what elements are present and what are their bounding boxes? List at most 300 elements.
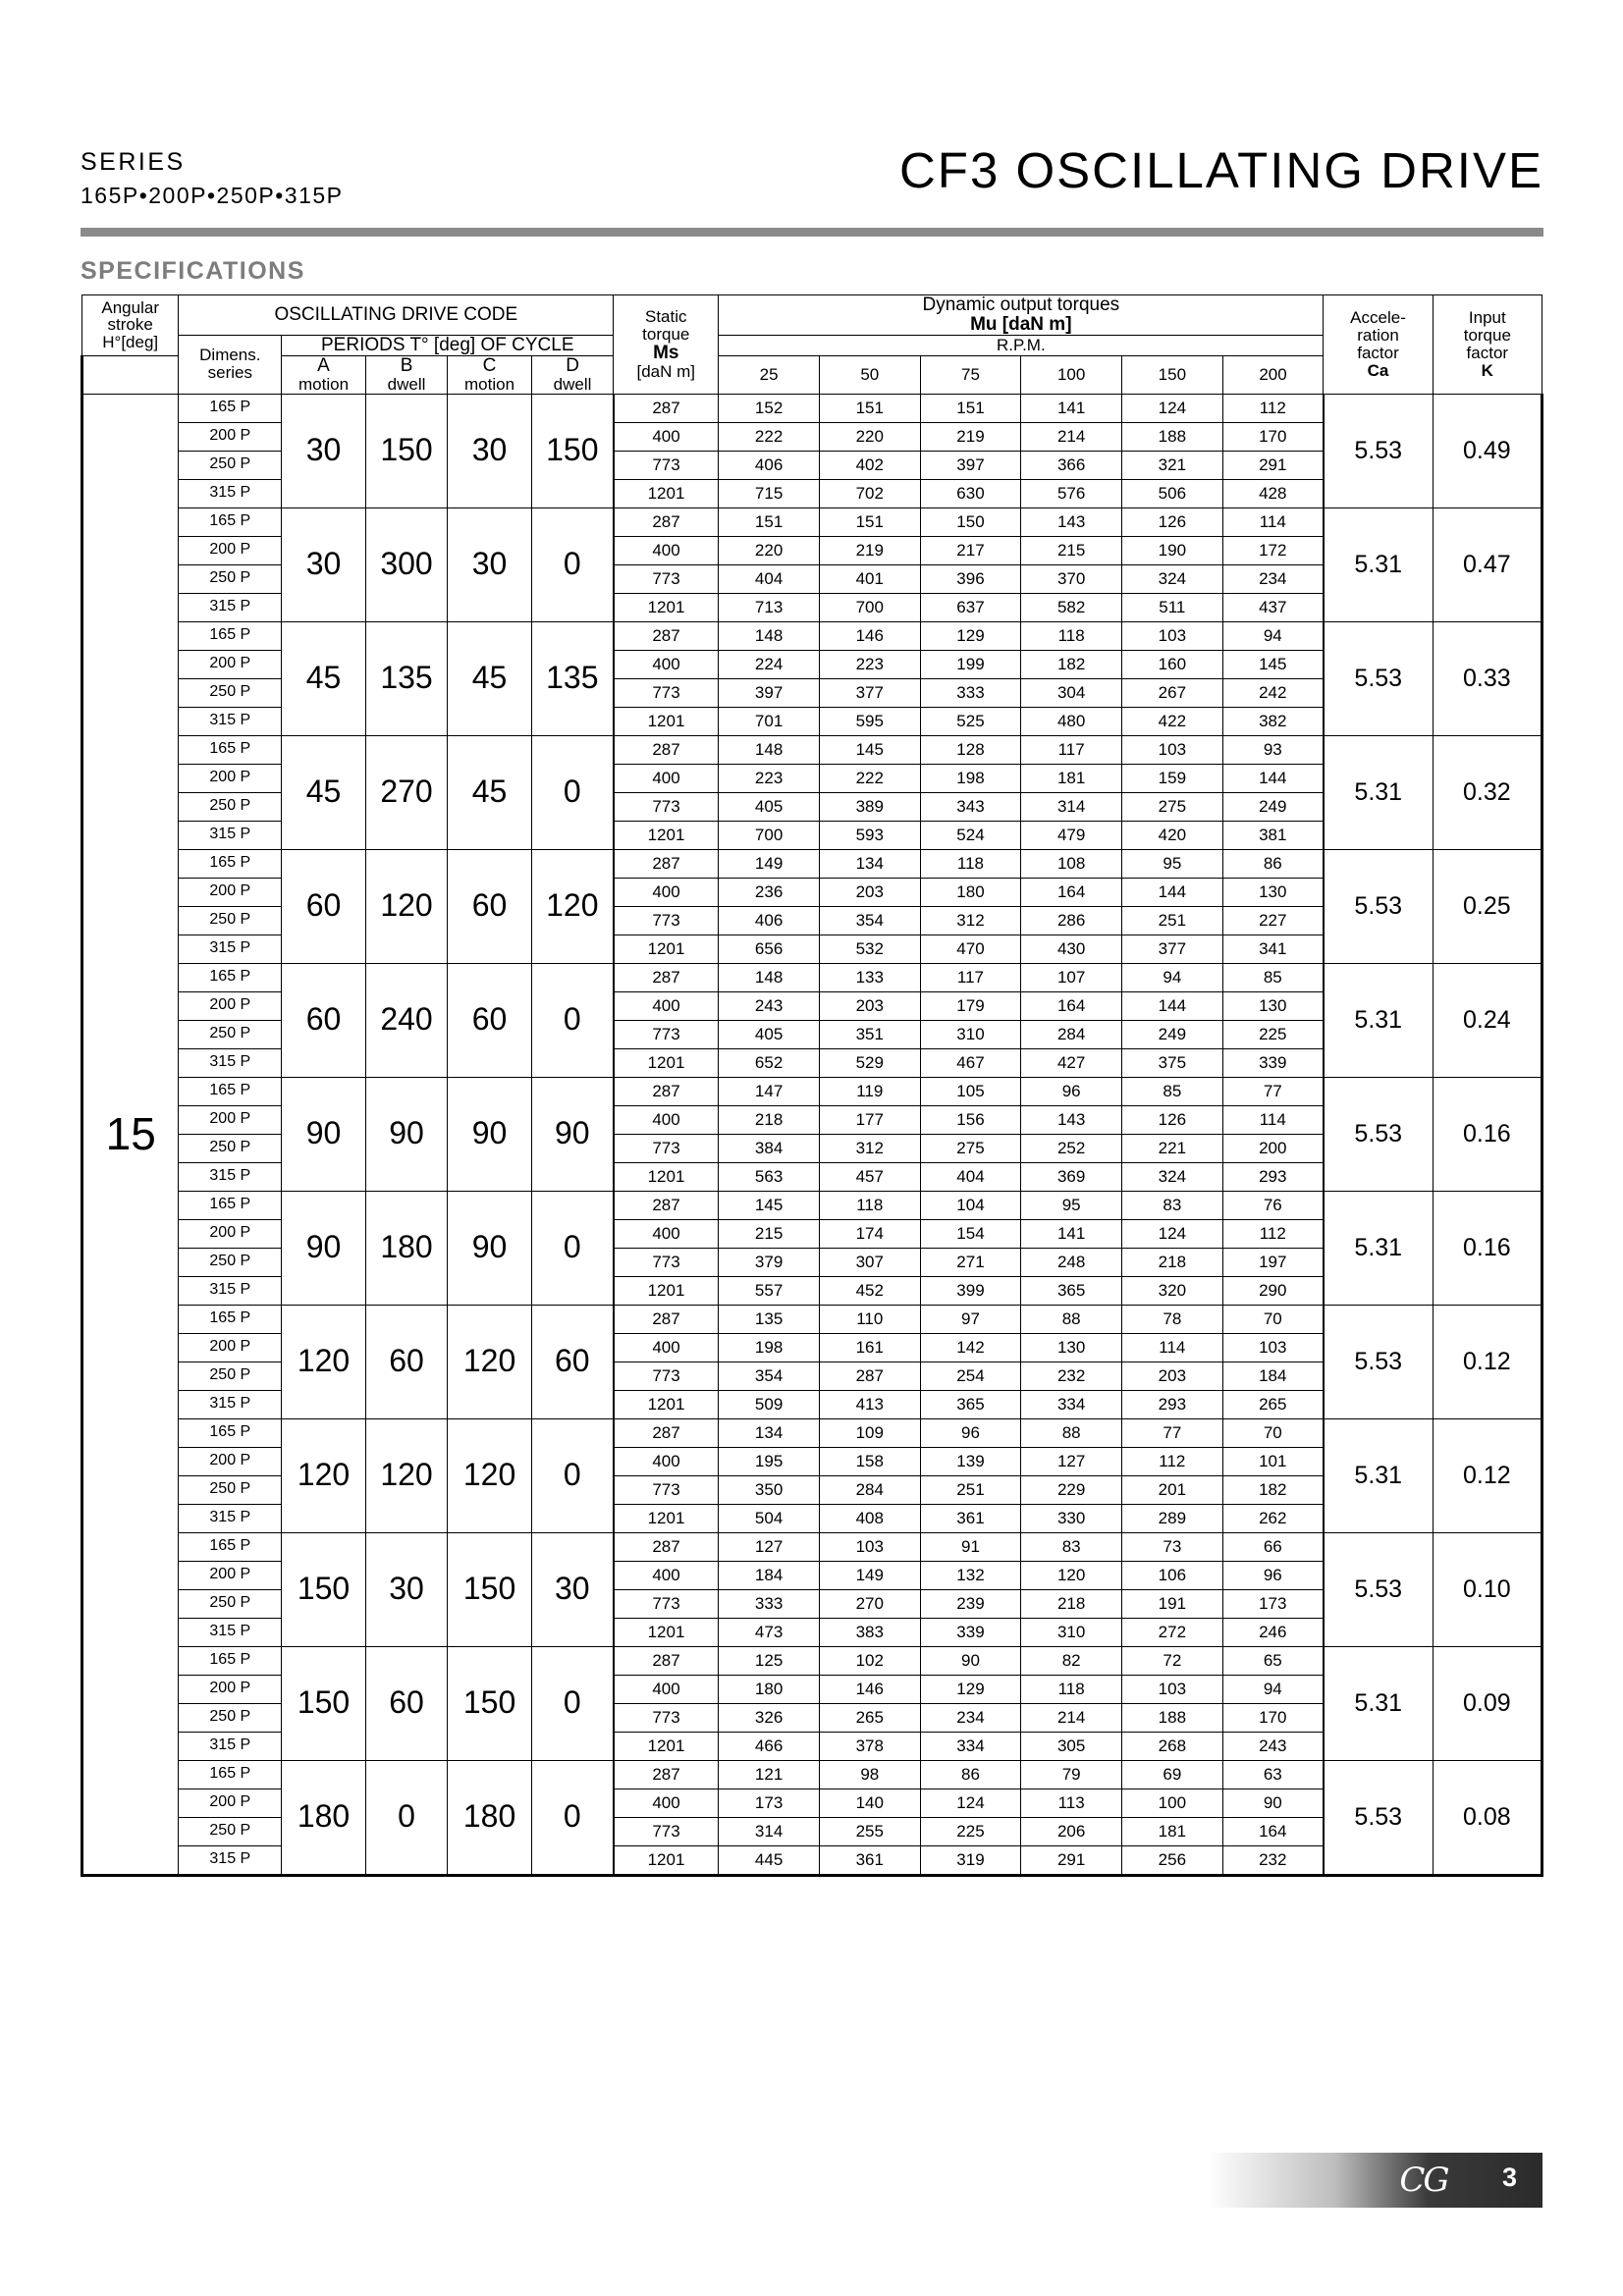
dynamic-torque-value: 120	[1021, 1561, 1122, 1589]
dynamic-torque-value: 114	[1122, 1333, 1223, 1362]
dynamic-torque-value: 239	[920, 1589, 1021, 1618]
dynamic-torque-value: 333	[719, 1589, 820, 1618]
series-label: 250 P	[179, 1589, 282, 1618]
dynamic-torque-value: 90	[920, 1646, 1021, 1675]
period-c-value: 45	[448, 735, 532, 849]
dynamic-torque-value: 127	[719, 1532, 820, 1561]
series-label: 165 P	[179, 1305, 282, 1333]
series-label: 165 P	[179, 849, 282, 878]
dynamic-torque-value: 77	[1122, 1418, 1223, 1447]
dynamic-torque-value: 130	[1222, 991, 1324, 1020]
dynamic-torque-value: 94	[1222, 621, 1324, 650]
header-input-line3: factor	[1466, 343, 1509, 362]
table-row	[82, 1305, 1542, 1333]
dynamic-torque-value: 151	[920, 394, 1021, 422]
period-a-value: 90	[282, 1191, 366, 1305]
header-input-torque-factor	[1433, 295, 1542, 395]
dynamic-torque-value: 227	[1222, 906, 1324, 934]
dynamic-torque-value: 135	[719, 1305, 820, 1333]
dynamic-torque-value: 148	[719, 963, 820, 991]
dynamic-torque-value: 201	[1122, 1475, 1223, 1504]
period-b-value: 0	[365, 1760, 447, 1875]
dynamic-torque-value: 293	[1222, 1162, 1324, 1191]
series-label: 165 P	[179, 1646, 282, 1675]
dynamic-torque-value: 457	[819, 1162, 920, 1191]
static-torque-value: 287	[614, 507, 719, 536]
dynamic-torque-value: 110	[819, 1305, 920, 1333]
dynamic-torque-value: 206	[1021, 1817, 1122, 1845]
period-a-value: 60	[282, 849, 366, 963]
input-torque-factor-value: 0.08	[1433, 1760, 1542, 1875]
dynamic-torque-value: 701	[719, 707, 820, 735]
series-label: 250 P	[179, 1817, 282, 1845]
header-accel-line4: Ca	[1367, 360, 1389, 380]
input-torque-factor-value: 0.32	[1433, 735, 1542, 849]
dynamic-torque-value: 126	[1122, 507, 1223, 536]
dynamic-torque-value: 199	[920, 650, 1021, 678]
series-label: 315 P	[179, 934, 282, 963]
dynamic-torque-value: 73	[1122, 1532, 1223, 1561]
static-torque-value: 1201	[614, 821, 719, 849]
dynamic-torque-value: 713	[719, 593, 820, 621]
dynamic-torque-value: 127	[1021, 1447, 1122, 1475]
period-d-value: 0	[531, 735, 613, 849]
table-row	[82, 849, 1542, 878]
dynamic-torque-value: 118	[920, 849, 1021, 878]
dynamic-torque-value: 144	[1122, 991, 1223, 1020]
table-head	[82, 295, 1542, 395]
period-a-value: 60	[282, 963, 366, 1077]
dynamic-torque-value: 146	[819, 1675, 920, 1703]
dynamic-torque-value: 182	[1021, 650, 1122, 678]
dynamic-torque-value: 320	[1122, 1276, 1223, 1305]
dynamic-torque-value: 112	[1222, 394, 1324, 422]
dynamic-torque-value: 270	[819, 1589, 920, 1618]
dynamic-torque-value: 324	[1122, 1162, 1223, 1191]
dynamic-torque-value: 72	[1122, 1646, 1223, 1675]
header-angular-line2: stroke	[107, 315, 153, 335]
dynamic-torque-value: 265	[819, 1703, 920, 1732]
dynamic-torque-value: 142	[920, 1333, 1021, 1362]
dynamic-torque-value: 129	[920, 1675, 1021, 1703]
acceleration-factor-value: 5.53	[1324, 1532, 1433, 1646]
dynamic-torque-value: 405	[719, 792, 820, 821]
static-torque-value: 400	[614, 991, 719, 1020]
dynamic-torque-value: 101	[1222, 1447, 1324, 1475]
dynamic-torque-value: 125	[719, 1646, 820, 1675]
dynamic-torque-value: 339	[920, 1618, 1021, 1646]
dynamic-torque-value: 109	[819, 1418, 920, 1447]
dynamic-torque-value: 406	[719, 451, 820, 479]
dynamic-torque-value: 272	[1122, 1618, 1223, 1646]
table-row	[82, 394, 1542, 422]
dynamic-torque-value: 146	[819, 621, 920, 650]
dynamic-torque-value: 291	[1222, 451, 1324, 479]
dynamic-torque-value: 200	[1222, 1134, 1324, 1162]
period-a-value: 120	[282, 1305, 366, 1418]
dynamic-torque-value: 170	[1222, 1703, 1324, 1732]
dynamic-torque-value: 79	[1021, 1760, 1122, 1789]
dynamic-torque-value: 130	[1222, 878, 1324, 906]
dynamic-torque-value: 70	[1222, 1305, 1324, 1333]
series-label: 250 P	[179, 1703, 282, 1732]
dynamic-torque-value: 118	[1021, 1675, 1122, 1703]
dynamic-torque-value: 524	[920, 821, 1021, 849]
dynamic-torque-value: 83	[1122, 1191, 1223, 1219]
dynamic-torque-value: 293	[1122, 1390, 1223, 1418]
table-body	[82, 394, 1542, 1875]
header-accel-line1: Accele-	[1350, 308, 1406, 328]
dynamic-torque-value: 182	[1222, 1475, 1324, 1504]
dynamic-torque-value: 333	[920, 678, 1021, 707]
header-col-c-letter: C	[482, 354, 497, 376]
dynamic-torque-value: 473	[719, 1618, 820, 1646]
header-periods: PERIODS T° [deg] OF CYCLE	[282, 335, 614, 355]
dynamic-torque-value: 98	[819, 1760, 920, 1789]
dynamic-torque-value: 702	[819, 479, 920, 507]
static-torque-value: 287	[614, 1532, 719, 1561]
period-c-value: 30	[448, 394, 532, 507]
header-drive-code: OSCILLATING DRIVE CODE	[179, 295, 614, 336]
dynamic-torque-value: 221	[1122, 1134, 1223, 1162]
dynamic-torque-value: 152	[719, 394, 820, 422]
dynamic-torque-value: 118	[1021, 621, 1122, 650]
header-rpm-150: 150	[1122, 355, 1223, 394]
dynamic-torque-value: 420	[1122, 821, 1223, 849]
dynamic-torque-value: 174	[819, 1219, 920, 1248]
dynamic-torque-value: 94	[1122, 963, 1223, 991]
static-torque-value: 773	[614, 678, 719, 707]
static-torque-value: 1201	[614, 1276, 719, 1305]
dynamic-torque-value: 232	[1222, 1845, 1324, 1875]
period-b-value: 120	[365, 849, 447, 963]
acceleration-factor-value: 5.31	[1324, 1418, 1433, 1532]
header-dynamic-line1: Dynamic output torques	[922, 294, 1120, 315]
static-torque-value: 400	[614, 1333, 719, 1362]
period-c-value: 180	[448, 1760, 532, 1875]
acceleration-factor-value: 5.31	[1324, 1191, 1433, 1305]
dynamic-torque-value: 354	[719, 1362, 820, 1390]
dynamic-torque-value: 219	[920, 422, 1021, 451]
dynamic-torque-value: 164	[1222, 1817, 1324, 1845]
dynamic-torque-value: 65	[1222, 1646, 1324, 1675]
footer-bar	[1209, 2153, 1542, 2208]
dynamic-torque-value: 225	[1222, 1020, 1324, 1048]
period-c-value: 120	[448, 1418, 532, 1532]
dynamic-torque-value: 100	[1122, 1789, 1223, 1817]
dynamic-torque-value: 319	[920, 1845, 1021, 1875]
dynamic-torque-value: 582	[1021, 593, 1122, 621]
dynamic-torque-value: 104	[920, 1191, 1021, 1219]
dynamic-torque-value: 95	[1021, 1191, 1122, 1219]
period-a-value: 150	[282, 1532, 366, 1646]
header-col-d-sub: dwell	[553, 374, 592, 394]
dynamic-torque-value: 525	[920, 707, 1021, 735]
series-label: 165 P	[179, 1532, 282, 1561]
series-label: 315 P	[179, 1276, 282, 1305]
acceleration-factor-value: 5.53	[1324, 1305, 1433, 1418]
series-label: 165 P	[179, 963, 282, 991]
dynamic-torque-value: 350	[719, 1475, 820, 1504]
dynamic-torque-value: 86	[1222, 849, 1324, 878]
period-b-value: 270	[365, 735, 447, 849]
period-c-value: 90	[448, 1077, 532, 1191]
static-torque-value: 400	[614, 878, 719, 906]
dynamic-torque-value: 215	[1021, 536, 1122, 564]
dynamic-torque-value: 219	[819, 536, 920, 564]
dynamic-torque-value: 124	[1122, 394, 1223, 422]
header-static-line4: [daN m]	[636, 361, 696, 381]
input-torque-factor-value: 0.16	[1433, 1077, 1542, 1191]
series-label: 200 P	[179, 1105, 282, 1134]
dynamic-torque-value: 145	[1222, 650, 1324, 678]
series-label: 165 P	[179, 735, 282, 764]
dynamic-torque-value: 164	[1021, 878, 1122, 906]
dynamic-torque-value: 467	[920, 1048, 1021, 1077]
table-row	[82, 621, 1542, 650]
series-label: 315 P	[179, 593, 282, 621]
dynamic-torque-value: 509	[719, 1390, 820, 1418]
dynamic-torque-value: 334	[1021, 1390, 1122, 1418]
dynamic-torque-value: 370	[1021, 564, 1122, 593]
dynamic-torque-value: 361	[920, 1504, 1021, 1532]
header-col-b	[365, 355, 447, 394]
acceleration-factor-value: 5.53	[1324, 849, 1433, 963]
series-label: 315 P	[179, 1504, 282, 1532]
period-a-value: 120	[282, 1418, 366, 1532]
header-input-line1: Input	[1468, 308, 1506, 328]
dynamic-torque-value: 404	[920, 1162, 1021, 1191]
input-torque-factor-value: 0.49	[1433, 394, 1542, 507]
dynamic-torque-value: 341	[1222, 934, 1324, 963]
series-label: SERIES	[81, 148, 186, 176]
header-col-a	[282, 355, 366, 394]
dynamic-torque-value: 365	[920, 1390, 1021, 1418]
static-torque-value: 1201	[614, 1504, 719, 1532]
dynamic-torque-value: 384	[719, 1134, 820, 1162]
series-label: 250 P	[179, 792, 282, 821]
dynamic-torque-value: 76	[1222, 1191, 1324, 1219]
period-c-value: 120	[448, 1305, 532, 1418]
static-torque-value: 287	[614, 735, 719, 764]
dynamic-torque-value: 91	[920, 1532, 1021, 1561]
dynamic-torque-value: 275	[920, 1134, 1021, 1162]
acceleration-factor-value: 5.31	[1324, 963, 1433, 1077]
dynamic-torque-value: 382	[1222, 707, 1324, 735]
header-angular-stroke	[82, 295, 179, 356]
acceleration-factor-value: 5.31	[1324, 735, 1433, 849]
series-label: 315 P	[179, 1048, 282, 1077]
dynamic-torque-value: 506	[1122, 479, 1223, 507]
dynamic-torque-value: 304	[1021, 678, 1122, 707]
dynamic-torque-value: 314	[1021, 792, 1122, 821]
static-torque-value: 1201	[614, 479, 719, 507]
dynamic-torque-value: 117	[1021, 735, 1122, 764]
dynamic-torque-value: 224	[719, 650, 820, 678]
dynamic-torque-value: 184	[1222, 1362, 1324, 1390]
dynamic-torque-value: 218	[1122, 1248, 1223, 1276]
dynamic-torque-value: 83	[1021, 1532, 1122, 1561]
dynamic-torque-value: 378	[819, 1732, 920, 1760]
dynamic-torque-value: 164	[1021, 991, 1122, 1020]
period-c-value: 60	[448, 963, 532, 1077]
series-label: 165 P	[179, 1191, 282, 1219]
series-label: 250 P	[179, 1248, 282, 1276]
dynamic-torque-value: 124	[920, 1789, 1021, 1817]
table-row	[82, 1760, 1542, 1789]
header-acceleration-factor	[1324, 295, 1433, 395]
header-dimens-series	[179, 335, 282, 394]
series-label: 200 P	[179, 1789, 282, 1817]
period-b-value: 30	[365, 1532, 447, 1646]
dynamic-torque-value: 291	[1021, 1845, 1122, 1875]
dynamic-torque-value: 203	[819, 878, 920, 906]
static-torque-value: 773	[614, 1703, 719, 1732]
dynamic-torque-value: 267	[1122, 678, 1223, 707]
header-rpm-75: 75	[920, 355, 1021, 394]
dynamic-torque-value: 145	[719, 1191, 820, 1219]
static-torque-value: 400	[614, 1789, 719, 1817]
dynamic-torque-value: 366	[1021, 451, 1122, 479]
period-d-value: 0	[531, 1760, 613, 1875]
dynamic-torque-value: 103	[1122, 621, 1223, 650]
dynamic-torque-value: 234	[920, 1703, 1021, 1732]
dynamic-torque-value: 143	[1021, 1105, 1122, 1134]
dynamic-torque-value: 191	[1122, 1589, 1223, 1618]
dynamic-torque-value: 161	[819, 1333, 920, 1362]
table-row	[82, 1418, 1542, 1447]
static-torque-value: 287	[614, 1077, 719, 1105]
dynamic-torque-value: 399	[920, 1276, 1021, 1305]
dynamic-torque-value: 150	[920, 507, 1021, 536]
series-label: 315 P	[179, 479, 282, 507]
dynamic-torque-value: 593	[819, 821, 920, 849]
dynamic-torque-value: 375	[1122, 1048, 1223, 1077]
table-row	[82, 963, 1542, 991]
dynamic-torque-value: 326	[719, 1703, 820, 1732]
header-rpm-50: 50	[819, 355, 920, 394]
dynamic-torque-value: 198	[719, 1333, 820, 1362]
dynamic-torque-value: 389	[819, 792, 920, 821]
period-c-value: 150	[448, 1532, 532, 1646]
dynamic-torque-value: 141	[1021, 394, 1122, 422]
static-torque-value: 773	[614, 906, 719, 934]
dynamic-torque-value: 307	[819, 1248, 920, 1276]
header-static-line1: Static	[645, 307, 687, 327]
dynamic-torque-value: 77	[1222, 1077, 1324, 1105]
series-label: 250 P	[179, 678, 282, 707]
dynamic-torque-value: 173	[719, 1789, 820, 1817]
dynamic-torque-value: 119	[819, 1077, 920, 1105]
dynamic-torque-value: 275	[1122, 792, 1223, 821]
dynamic-torque-value: 404	[719, 564, 820, 593]
dynamic-torque-value: 105	[920, 1077, 1021, 1105]
period-b-value: 90	[365, 1077, 447, 1191]
period-d-value: 0	[531, 1191, 613, 1305]
dynamic-torque-value: 339	[1222, 1048, 1324, 1077]
dynamic-torque-value: 118	[819, 1191, 920, 1219]
dynamic-torque-value: 576	[1021, 479, 1122, 507]
dynamic-torque-value: 156	[920, 1105, 1021, 1134]
dynamic-torque-value: 102	[819, 1646, 920, 1675]
acceleration-factor-value: 5.53	[1324, 621, 1433, 735]
header-row-1	[82, 295, 1542, 336]
dynamic-torque-value: 129	[920, 621, 1021, 650]
period-d-value: 120	[531, 849, 613, 963]
dynamic-torque-value: 141	[1021, 1219, 1122, 1248]
dynamic-torque-value: 82	[1021, 1646, 1122, 1675]
dynamic-torque-value: 143	[1021, 507, 1122, 536]
static-torque-value: 1201	[614, 1732, 719, 1760]
period-d-value: 90	[531, 1077, 613, 1191]
dynamic-torque-value: 180	[920, 878, 1021, 906]
dynamic-torque-value: 90	[1222, 1789, 1324, 1817]
dynamic-torque-value: 181	[1021, 764, 1122, 792]
dynamic-torque-value: 173	[1222, 1589, 1324, 1618]
static-torque-value: 1201	[614, 1390, 719, 1418]
dynamic-torque-value: 401	[819, 564, 920, 593]
dynamic-torque-value: 268	[1122, 1732, 1223, 1760]
static-torque-value: 773	[614, 451, 719, 479]
input-torque-factor-value: 0.10	[1433, 1532, 1542, 1646]
dynamic-torque-value: 284	[1021, 1020, 1122, 1048]
dynamic-torque-value: 312	[819, 1134, 920, 1162]
dynamic-torque-value: 402	[819, 451, 920, 479]
dynamic-torque-value: 151	[819, 394, 920, 422]
static-torque-value: 773	[614, 1020, 719, 1048]
dynamic-torque-value: 95	[1122, 849, 1223, 878]
dynamic-torque-value: 408	[819, 1504, 920, 1532]
dynamic-torque-value: 637	[920, 593, 1021, 621]
dynamic-torque-value: 220	[719, 536, 820, 564]
dynamic-torque-value: 172	[1222, 536, 1324, 564]
series-label: 315 P	[179, 1618, 282, 1646]
static-torque-value: 773	[614, 564, 719, 593]
dynamic-torque-value: 365	[1021, 1276, 1122, 1305]
dynamic-torque-value: 252	[1021, 1134, 1122, 1162]
series-label: 315 P	[179, 1845, 282, 1875]
dynamic-torque-value: 284	[819, 1475, 920, 1504]
dynamic-torque-value: 452	[819, 1276, 920, 1305]
dynamic-torque-value: 351	[819, 1020, 920, 1048]
dynamic-torque-value: 117	[920, 963, 1021, 991]
period-d-value: 60	[531, 1305, 613, 1418]
dynamic-torque-value: 214	[1021, 422, 1122, 451]
period-c-value: 30	[448, 507, 532, 621]
header-rpm-25: 25	[719, 355, 820, 394]
dynamic-torque-value: 144	[1122, 878, 1223, 906]
dynamic-torque-value: 66	[1222, 1532, 1324, 1561]
dynamic-torque-value: 271	[920, 1248, 1021, 1276]
input-torque-factor-value: 0.12	[1433, 1305, 1542, 1418]
dynamic-torque-value: 151	[719, 507, 820, 536]
angular-stroke-value: 15	[82, 394, 179, 1875]
dynamic-torque-value: 78	[1122, 1305, 1223, 1333]
dynamic-torque-value: 114	[1222, 507, 1324, 536]
static-torque-value: 400	[614, 1447, 719, 1475]
dynamic-torque-value: 203	[1122, 1362, 1223, 1390]
dynamic-torque-value: 430	[1021, 934, 1122, 963]
dynamic-torque-value: 149	[819, 1561, 920, 1589]
dynamic-torque-value: 108	[1021, 849, 1122, 878]
page-title: CF3 OSCILLATING DRIVE	[898, 142, 1543, 198]
period-a-value: 45	[282, 621, 366, 735]
dynamic-torque-value: 220	[819, 422, 920, 451]
series-label: 200 P	[179, 536, 282, 564]
dynamic-torque-value: 480	[1021, 707, 1122, 735]
period-d-value: 30	[531, 1532, 613, 1646]
static-torque-value: 773	[614, 1475, 719, 1504]
